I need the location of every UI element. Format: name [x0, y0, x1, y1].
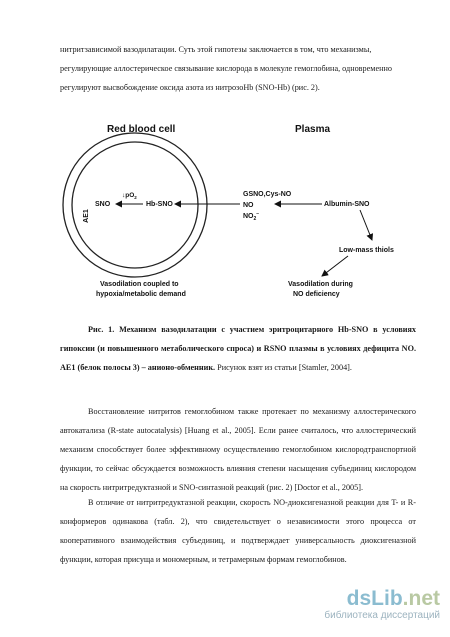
arrow-albumin-to-thiols — [360, 210, 372, 240]
watermark-subtitle: библиотека диссертаций — [324, 610, 440, 621]
arrow-thiols-to-vasodilation — [322, 256, 348, 276]
po2-label: $↓pO_2$ — [122, 192, 137, 200]
watermark-logo-tld: .net — [402, 587, 440, 610]
plasma-title: Plasma — [295, 124, 331, 135]
watermark — [324, 588, 440, 622]
vasodilation-plasma-label-1: Vasodilation during — [288, 281, 353, 288]
figure-caption — [60, 320, 416, 377]
paragraph-nitrite-reduction: Восстановление нитритов гемоглобином также протекает по механизму аллостерического автокатализа (R-state autocatalysis) [Huang et al., 2005]. Если ранее считалось, что аллостерический механизм способствует более эффективному осуществлению гемоглобином кислородтранспортной функции, то сейчас обсуждается возможность влияния степени насыщения субъединиц кислородом на скорость нитритредуктазной и SNO-синтазной реакций (рис. 2) [Doctor et al., 2005]. — [60, 407, 416, 492]
watermark-logo-main: dsLib — [346, 587, 403, 610]
rbc-outer-membrane — [63, 133, 207, 277]
figure-caption-bold: Рис. 1. Механизм вазодилатации с участием эритроцитарного Hb-SNO в условиях гипоксии (и повышенного метаболического спроса) и RSNO плазмы в условиях дефицита NO. AE1 (белок полосы 3) – анионо-обменник. — [60, 325, 416, 372]
albumin-sno-label: Albumin-SNO — [324, 201, 370, 208]
hbsno-label: Hb-SNO — [146, 201, 173, 208]
ae1-label: AE1 — [83, 209, 90, 223]
rbc-title: Red blood cell — [107, 124, 176, 135]
no2-label: $NO_2^-$ — [243, 211, 260, 222]
sno-label: SNO — [95, 201, 111, 208]
figure-caption-source: Рисунок взят из статьи [Stamler, 2004]. — [215, 363, 352, 372]
figure-vasodilation-diagram — [60, 110, 400, 315]
no-label: NO — [243, 202, 254, 209]
low-mass-thiols-label: Low-mass thiols — [339, 247, 394, 254]
vasodilation-rbc-label-1: Vasodilation coupled to — [100, 281, 179, 288]
vasodilation-rbc-label-2: hypoxia/metabolic demand — [96, 291, 186, 298]
paragraph-intro: нитритзависимой вазодилатации. Суть этой гипотезы заключается в том, что механизмы, регулирующие аллостерическое связывание кислорода в молекуле гемоглобина, одновременно регулируют высвобождение оксида азота из нитрозоHb (SNO-Hb) (рис. 2). — [60, 45, 392, 92]
gsno-label: GSNO,Cys-NO — [243, 191, 292, 198]
paragraph-dioxygenase: В отличие от нитритредуктазной реакции, скорость NO-диоксигеназной реакции для T- и R-конформеров одинакова (табл. 2), что свидетельствует о независимости этого процесса от кооперативного взаимодействия субъединиц, и подтверждает универсальность диоксигеназной функции, которая присуща и мономерным, и тетрамерным формам гемоглобинов. — [60, 498, 416, 564]
rbc-inner-membrane — [72, 142, 198, 268]
watermark-logo — [324, 588, 440, 610]
vasodilation-plasma-label-2: NO deficiency — [293, 291, 340, 298]
